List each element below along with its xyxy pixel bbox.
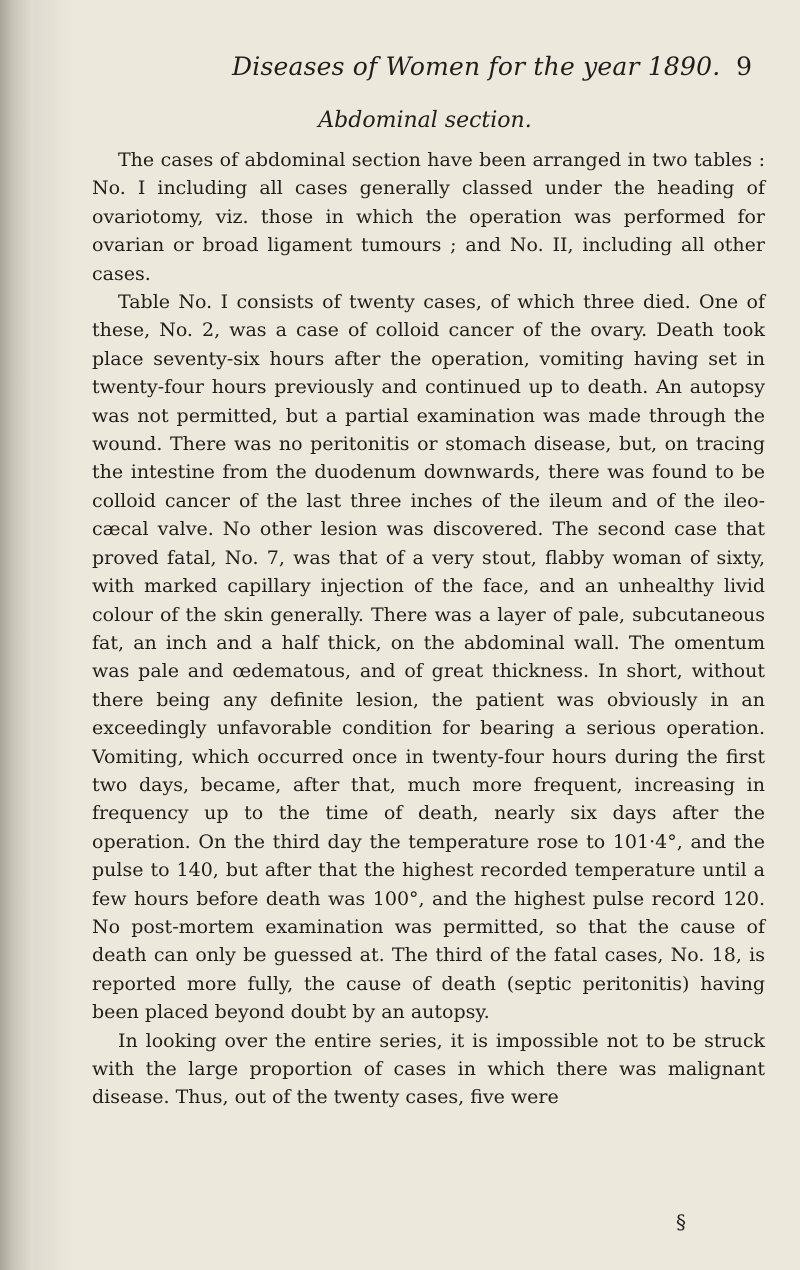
catchword: § [676,1210,686,1234]
page-header [232,52,770,86]
gutter-shadow [34,0,74,1270]
body-text [92,146,765,1112]
page-number: 9 [736,52,752,81]
paragraph-2: Table No. I consists of twenty cases, of which three died. One of these, No. 2, was a case of colloid cancer of the ovary. Death took place seventy-six hours after the operation, vomiting having set in twenty-four hours previously and continued up to death. An autopsy was not permitted, but a partial examination was made through the wound. There was no peritonitis or stomach disease, but, on tracing the intestine from the duodenum downwards, there was found to be colloid cancer of the last three inches of the ileum and of the ileo-cæcal valve. No other lesion was discovered. The second case that proved fatal, No. 7, was that of a very stout, flabby woman of sixty, with marked capillary injection of the face, and an unhealthy livid colour of the skin generally. There was a layer of pale, subcutaneous fat, an inch and a half thick, on the abdominal wall. The omentum was pale and œdematous, and of great thickness. In short, without there being any definite lesion, the patient was obviously in an exceedingly unfavorable condition for bearing a serious operation. Vomiting, which occurred once in twenty-four hours during the first two days, became, after that, much more frequent, increasing in frequency up to the time of death, nearly six days after the operation. On the third day the temperature rose to 101·4°, and the pulse to 140, but after that the highest recorded temperature until a few hours before death was 100°, and the highest pulse record 120. No post-mortem examination was permitted, so that the cause of death can only be guessed at. The third of the fatal cases, No. 18, is reported more fully, the cause of death (septic peritonitis) having been placed beyond doubt by an autopsy. [92,291,765,1024]
binding-gutter [0,0,34,1270]
paragraph-3: In looking over the entire series, it is impossible not to be struck with the large proportion of cases in which there was malignant disease. Thus, out of the twenty cases, five were [92,1029,765,1109]
paragraph-1: The cases of abdominal section have been arranged in two tables : No. I including all cases generally classed under the heading of ovariotomy, viz. those in which the operation was performed for ovarian or broad ligament tumours ; and No. II, including all other cases. [92,149,765,285]
running-title: Diseases of Women for the year 1890. [232,52,721,81]
section-heading: Abdominal section. [318,108,532,133]
